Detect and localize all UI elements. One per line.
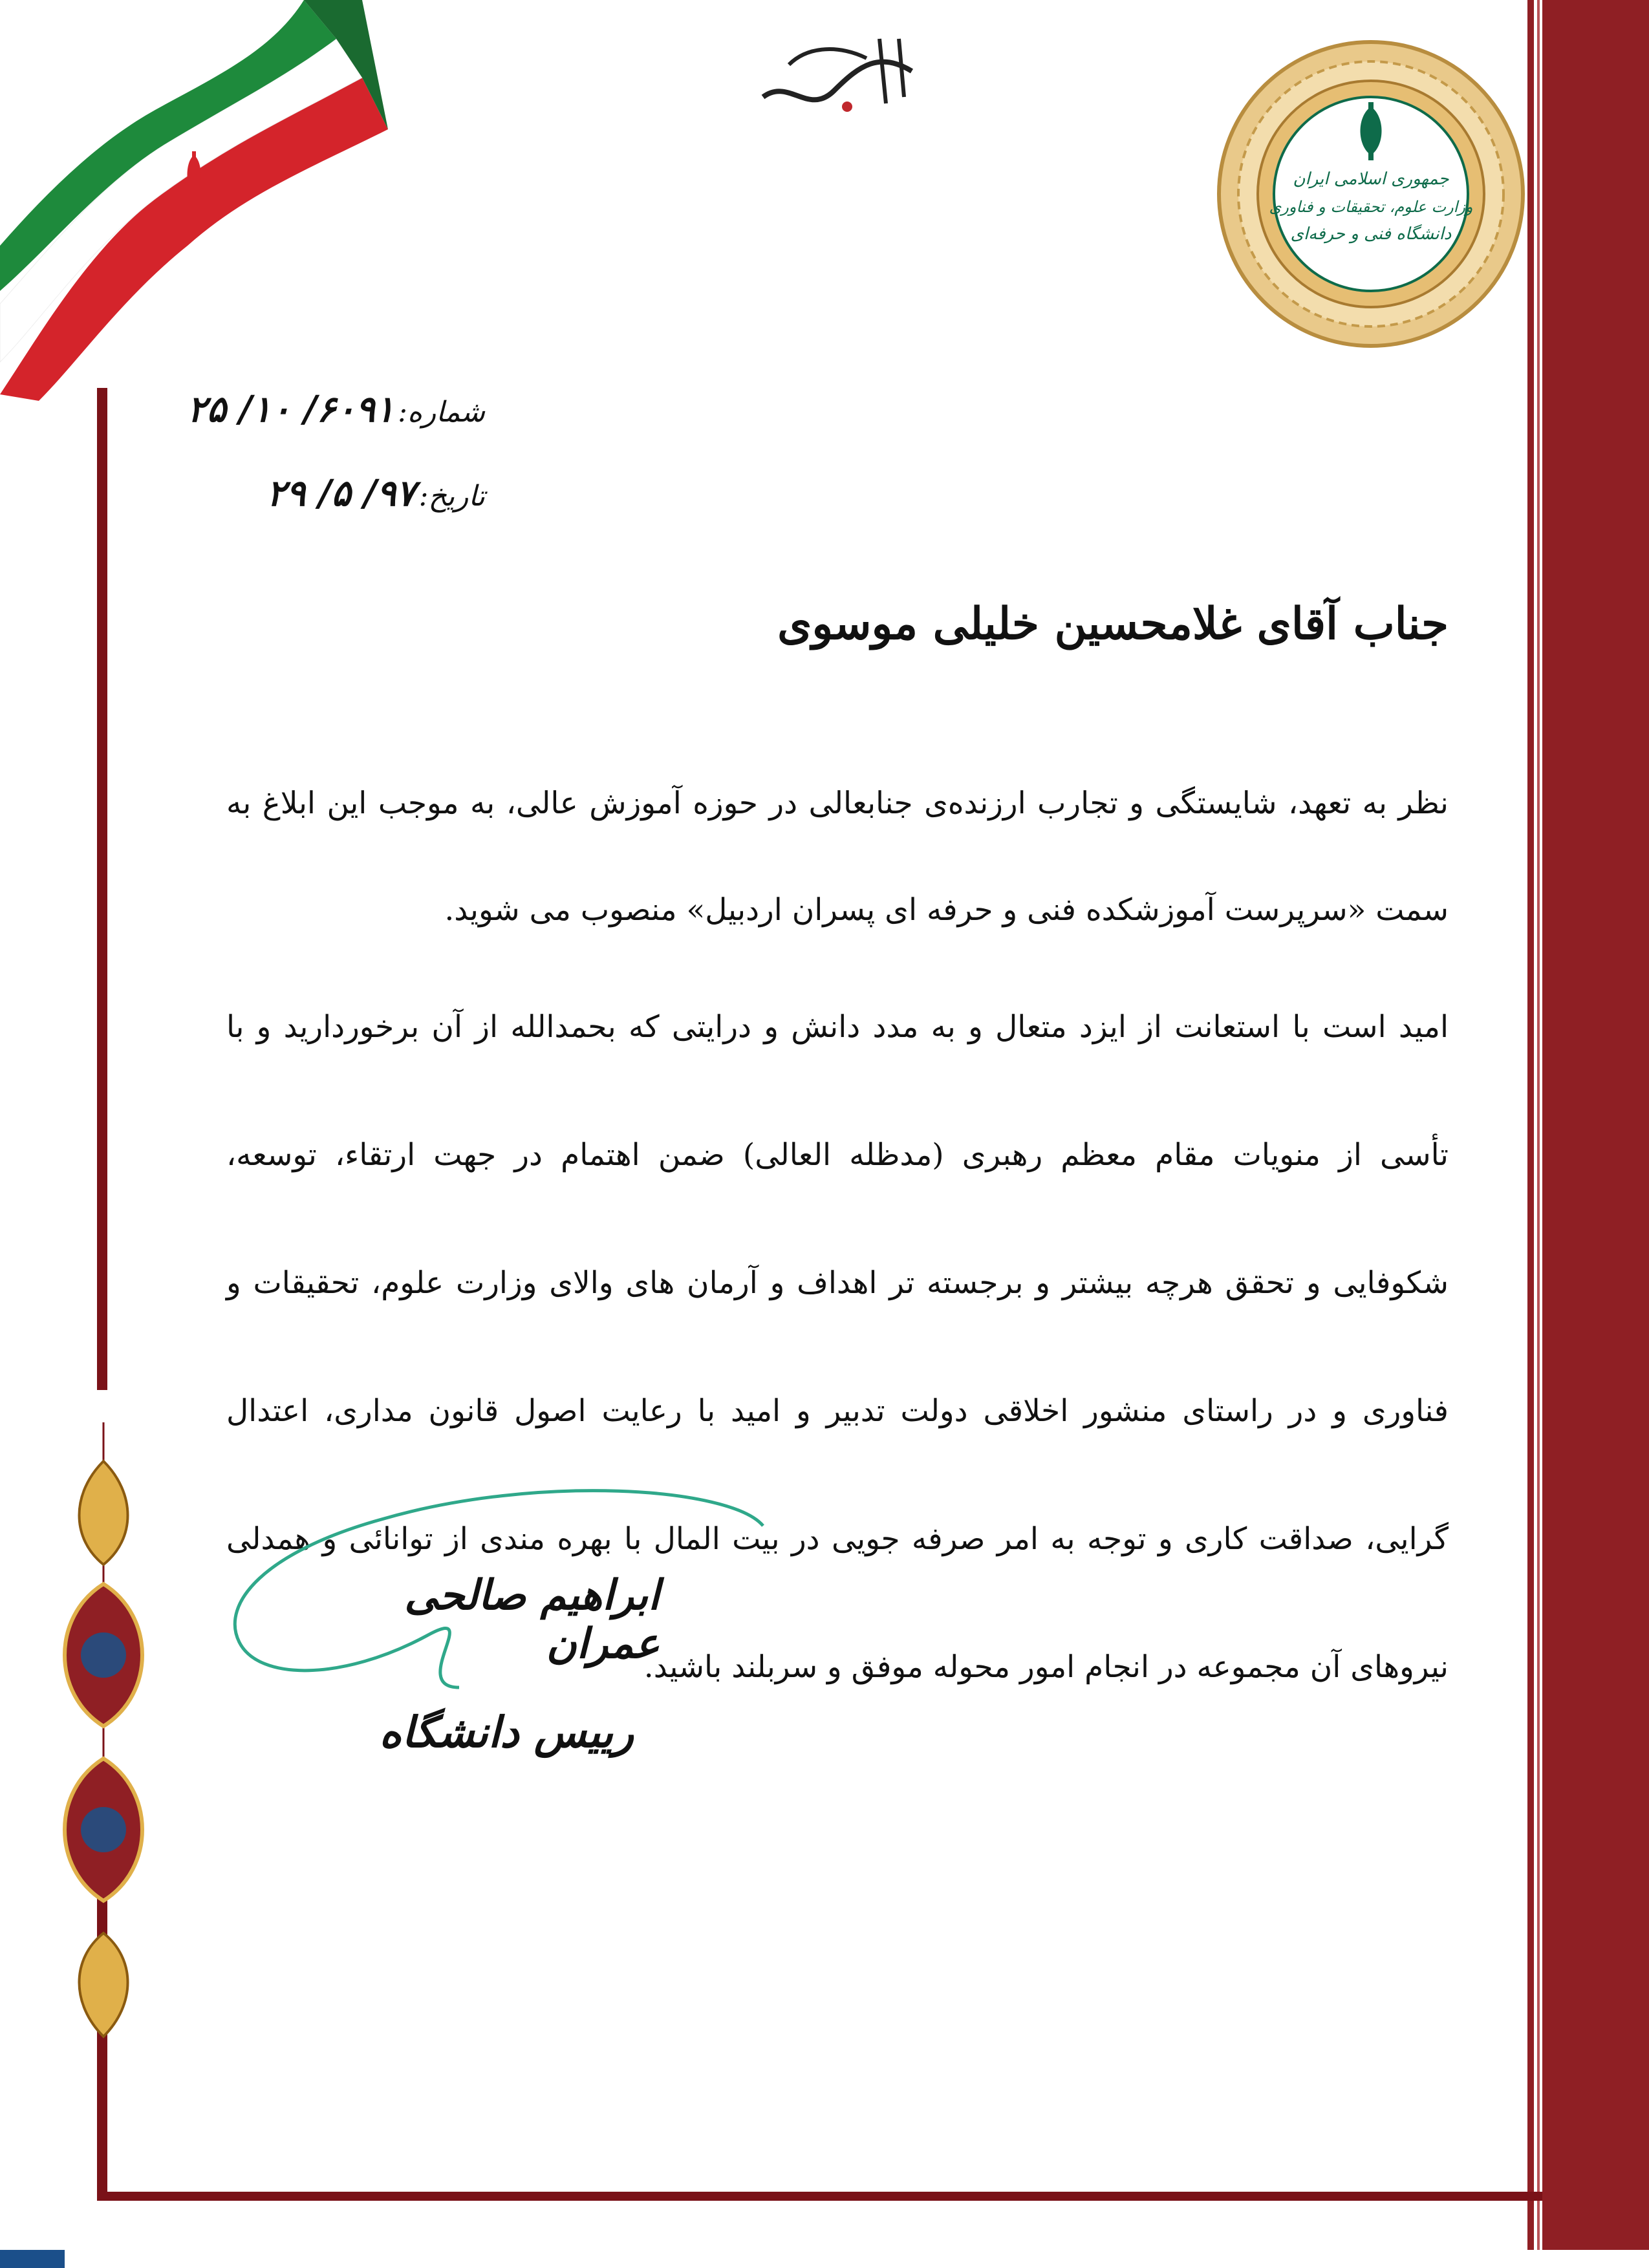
letter-date [149, 472, 485, 515]
signer-title: رییس دانشگاه [379, 1707, 634, 1757]
signer-name: ابراهیم صالحی عمران [404, 1571, 660, 1668]
body-paragraph-1: نظر به تعهد، شایستگی و تجارب ارزنده‌ی جنابعالی در حوزه آموزش عالی، به موجب این ابلاغ به سمت «سرپرست آموزشکده فنی و حرفه ای پسران اردبیل» منصوب می شوید. [226, 786, 1449, 928]
right-border-line [1537, 0, 1540, 2250]
right-border-inner [1527, 0, 1534, 2250]
university-seal-logo [1216, 39, 1526, 349]
letter-number [149, 388, 485, 431]
right-border-band [1542, 0, 1649, 2250]
number-value: ۶۰۹۱/ ۱۰/ ۲۵ [187, 388, 395, 431]
body-paragraph-2: امید است با استعانت از ایزد متعال و به مدد دانش و درایتی که بحمدالله از آن برخوردارید و با تأسی از منویات مقام معظم رهبری (مدظله العالی) ضمن اهتمام در جهت ارتقاء، توسعه، شکوفایی و تحقق هرچه بیشتر و برجسته تر اهداف و آرمان های والای وزارت علوم، تحقیقات و فناوری و در راستای منشور اخلاقی دولت تدبیر و امید با رعایت اصول قانون مداری، اعتدال گرایی، صداقت کاری و توجه به امر صرفه جویی در بیت المال با بهره مندی از توانائی و همدلی نیروهای آن مجموعه در انجام امور محوله موفق و سربلند باشید. [226, 1009, 1449, 1685]
bismillah-calligraphy [750, 26, 944, 123]
left-border-line [97, 388, 107, 1390]
number-label: شماره: [398, 396, 485, 429]
recipient-heading: جناب آقای غلامحسین خلیلی موسوی [777, 598, 1449, 650]
date-value: ۹۷/ ۵/ ۲۹ [266, 472, 416, 515]
date-label: تاریخ: [418, 480, 485, 513]
seal-line-2: وزارت علوم، تحقیقات و فناوری [1269, 198, 1473, 216]
bismillah-text: بسم الله الرحمن الرحیم [843, 116, 851, 117]
corner-watermark [0, 2250, 65, 2268]
side-ornament-icon [39, 1422, 168, 2082]
iran-flag-ribbon-icon [0, 0, 401, 401]
seal-line-1: جمهوری اسلامی ایران [1293, 169, 1449, 189]
bottom-border-line [97, 2192, 1542, 2201]
seal-line-3: دانشگاه فنی و حرفه‌ای [1290, 224, 1452, 244]
